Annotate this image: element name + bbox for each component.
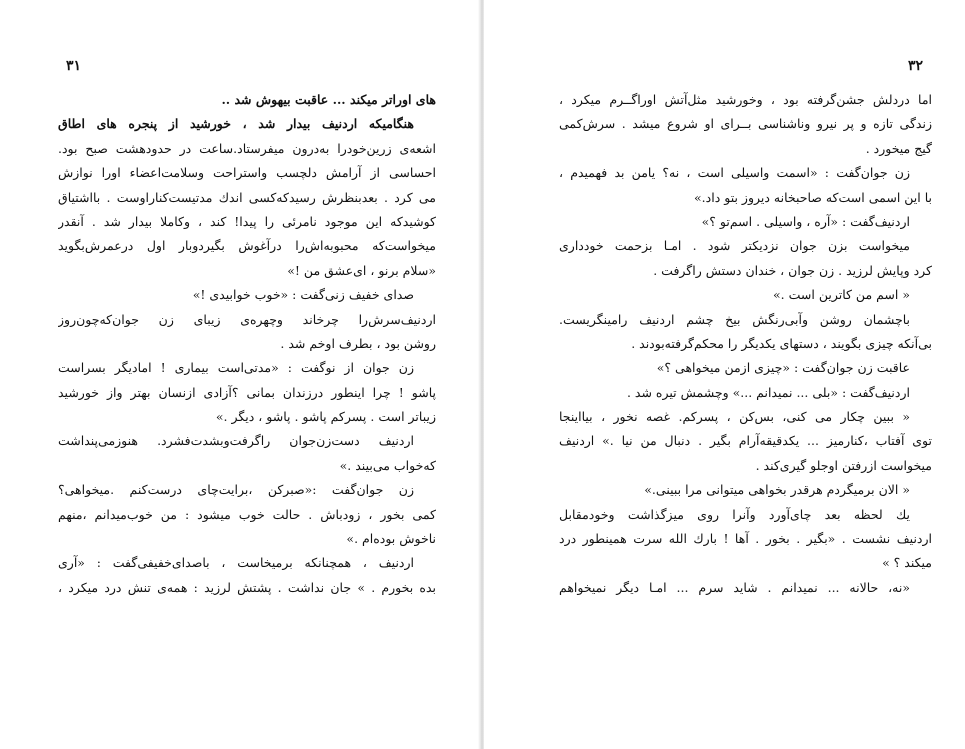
text-line: با این اسمی است‌که صاحبخانه دیروز بتو داد.»: [694, 189, 932, 205]
left-page: [0, 0, 480, 749]
text-line: گیج میخورد .: [865, 140, 932, 156]
right-page: [484, 0, 965, 749]
text-line: هنگامیکه اردنیف بیدار شد ، خورشید از پنجره های اطاق: [58, 116, 414, 132]
text-line: کوشید‌که این موجود نامرئی را پیدا! کند ، وکاملا بیدار شد . آنقدر: [58, 213, 436, 229]
text-line: اما دردلش جشن‌گرفته بود ، وخورشید مثل‌آتش اوراگــرم میکرد ،: [559, 92, 932, 107]
text-line: عاقبت زن جوان‌گفت : «چیزی ازمن میخواهی ؟»: [656, 360, 910, 376]
page-text: [559, 88, 932, 600]
text-line: صدای خفیف زنی‌گفت : «خوب خوابیدی !»: [192, 287, 414, 303]
text-line: کرد وپایش لرزید . زن جوان ، خندان دستش راگرفت .: [653, 262, 932, 278]
text-line: توی آفتاب ،کنارمیز ... یکدقیقه‌آرام بگیر . دنبال من نیا .» اردنیف: [559, 433, 932, 449]
text-line: ناخوش بوده‌ام .»: [346, 531, 436, 547]
text-line: «سلام برنو ، ای‌عشق من !»: [287, 262, 436, 278]
page-text: [58, 88, 436, 600]
text-line: بی‌آنکه چیزی بگویند ، دستهای یکدیگر را محکم‌گرفته‌بودند .: [631, 335, 932, 351]
text-line: زن جوان‌گفت :«صبرکن ،برایت‌چای درست‌کنم .میخواهی؟: [58, 482, 414, 498]
text-line: زن جوان‌گفت : «اسمت واسیلی است ، نه؟ یامن بد فهمیدم ،: [559, 165, 910, 181]
text-line: یك لحظه بعد چای‌آورد وآنرا روی میزگذاشت وخودمقابل: [559, 506, 910, 522]
text-line: می کرد . بعد‌بنظرش رسید‌که‌کسی اندك مدتیست‌کنار‌اوست . بااشتیاق: [58, 189, 436, 205]
text-line: میخواست بزن جوان نزدیکتر شود . امـا بزحمت خودداری: [559, 238, 910, 254]
text-line: بده بخورم . » جان نداشت . پشتش لرزید : همه‌ی تنش درد میکرد ،: [58, 579, 436, 595]
text-line: میخواست ازرفتن اوجلو گیری‌کند .: [755, 457, 932, 473]
text-line: اردنیف دست‌زن‌جوان راگرفت‌وبشدت‌فشرد. هنوز‌می‌پنداشت: [58, 433, 414, 449]
page-number: ۳۱: [66, 58, 82, 74]
text-line: اردنیف‌سرش‌را چرخاند وچهره‌ی زیبای زن جوان‌که‌چون‌روز: [58, 311, 436, 327]
text-line: باچشمان روشن وآبی‌رنگش بیخ چشم اردنیف رامینگریست.: [559, 311, 910, 327]
text-line: زیباتر است . پسرکم پاشو . پاشو ، دیگر .»: [215, 409, 436, 425]
text-line: « الان برمیگردم هرقدر بخواهی میتوانی مرا ببینی.»: [644, 482, 910, 498]
text-line: کمی بخور ، زود‌باش . حالت خوب میشود : من خوب‌میدانم ،منهم: [58, 506, 436, 522]
text-line: زندگی تازه و پر نیرو وناشناسی بــرای او شروع میشد . سرش‌کمی: [559, 116, 932, 132]
text-line: پاشو ! چرا اینطور درزندان بمانی ؟آزادی ازنسان بهتر واز خورشید: [58, 384, 436, 400]
text-line: های اوراتر میکند ... عاقبت بیهوش شد ..: [221, 92, 436, 107]
text-line: میخواست‌که محبوبه‌اش‌را درآغوش بگیرد‌وبار اول درعمرش‌بگوید: [58, 238, 436, 254]
text-line: « ببین چکار می کنی، بس‌کن ، پسرکم. غصه نخور ، بیااینجا: [559, 409, 910, 425]
text-line: روشن بود ، بطرف اوخم شد .: [280, 335, 436, 351]
text-line: میکند ؟ »: [882, 555, 932, 571]
text-line: اشعه‌ی زرین‌خودرا به‌درون میفرستاد.ساعت در حدود‌هشت صبح بود.: [58, 140, 436, 156]
text-line: احساسی از آرامش دلچسب واستراحت وسلامت‌اعضاء اورا نوازش: [58, 165, 436, 181]
text-line: اردنیف‌گفت : «آره ، واسیلی . اسم‌تو ؟»: [701, 213, 910, 229]
text-line: «نه، حالانه ... نمیدانم . شاید سرم ... امـا دیگر نمیخواهم: [559, 579, 910, 595]
text-line: زن جوان از نو‌گفت : «مدتی‌است بیماری ! امادیگر بسراست: [58, 360, 414, 376]
text-line: اردنیف‌گفت : «بلی ... نمیدانم ...» وچشمش تیره شد .: [626, 384, 910, 400]
text-line: اردنیف نشست . «بگیر . بخور . آها ! بارك الله سرت همینطور درد: [559, 531, 932, 547]
text-line: « اسم من کاترین است .»: [773, 287, 910, 303]
text-line: اردنیف ، همچنانکه برمیخاست ، باصدای‌خفیفی‌گفت : «آری: [58, 555, 414, 571]
page-number: ۳۲: [908, 58, 924, 74]
text-line: که‌خواب می‌بیند .»: [339, 457, 436, 473]
